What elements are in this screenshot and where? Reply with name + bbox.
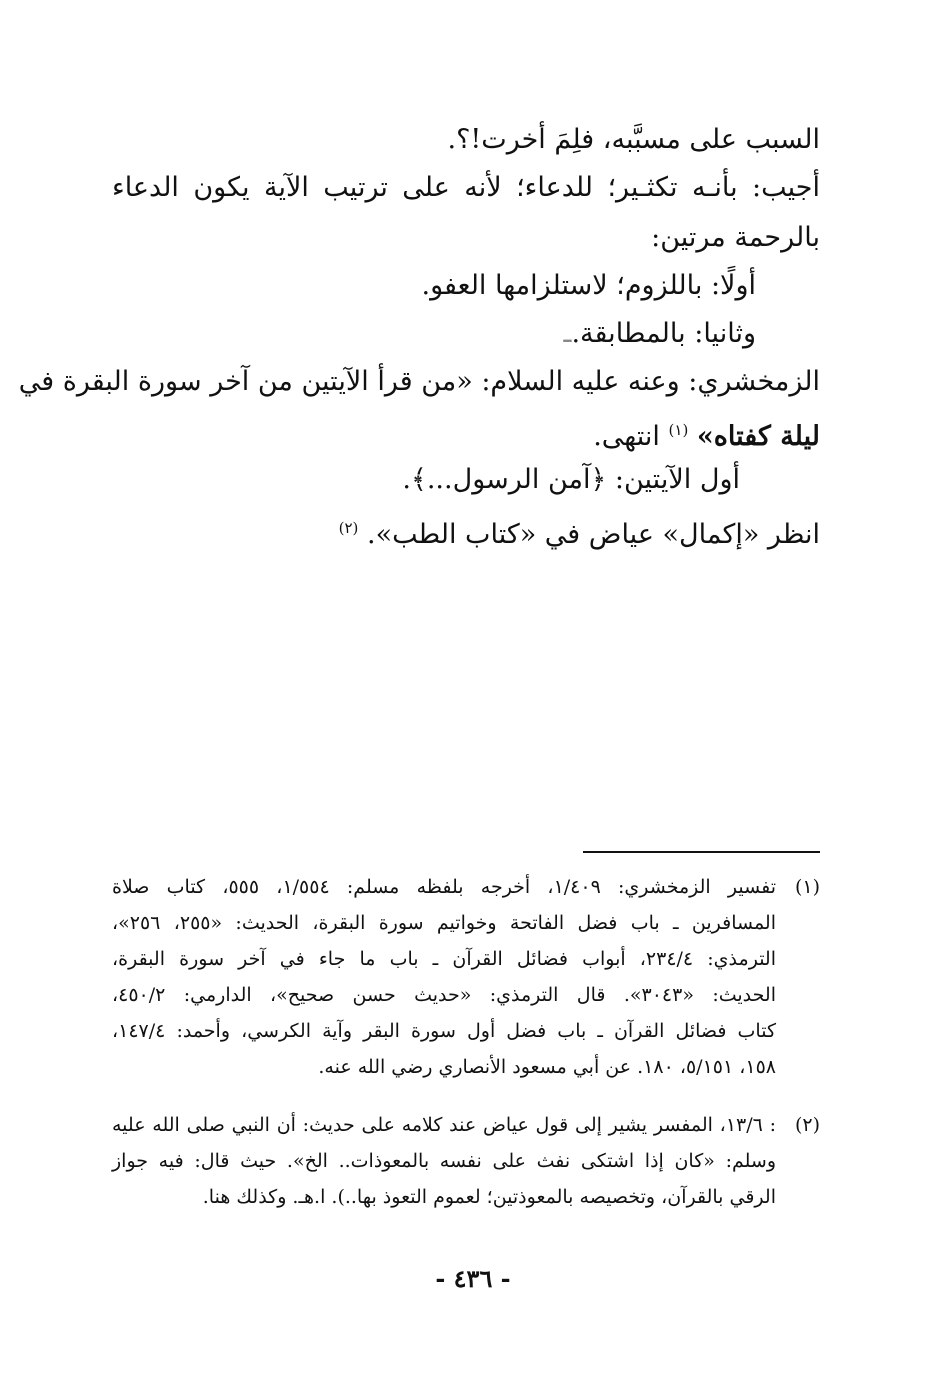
text-segment: انظر «إكمال» عياض في «كتاب الطب». <box>366 519 820 550</box>
text-segment: انتهى. <box>593 421 660 452</box>
footnote-line: ١٥٨، ٥/١٥١، ١٨٠. عن أبي مسعود الأنصاري رضي الله عنه. <box>318 1056 776 1078</box>
text-line <box>593 410 820 450</box>
footnote-line: الحديث: «٣٠٤٣». قال الترمذي: «حديث حسن صحيح»، الدارمي: ٤٥٠/٢، <box>112 984 776 1006</box>
text-line <box>564 314 756 354</box>
footnote-line: : ١٣/٦، المفسر يشير إلى قول عياض عند كلامه على حديث: أن النبي صلى الله عليه <box>112 1114 776 1136</box>
footnote-ref-1: (١) <box>668 421 689 439</box>
text-line: أول الآيتين: ﴿آمن الرسول...﴾. <box>402 464 740 495</box>
footnote-line: المسافرين ـ باب فضل الفاتحة وخواتيم سورة البقرة، الحديث: «٢٥٥، ٢٥٦»، <box>112 912 776 934</box>
footnote-line: تفسير الزمخشري: ١/٤٠٩، أخرجه بلفظه مسلم: ١/٥٥٤، ٥٥٥، كتاب صلاة <box>112 876 777 898</box>
dash-mark: ـ <box>563 318 572 349</box>
quote-end: ليلة كفتاه» <box>696 421 820 452</box>
footnote-line: كتاب فضائل القرآن ـ باب فضل أول سورة البقر وآية الكرسي، وأحمد: ١٤٧/٤، <box>112 1020 776 1042</box>
text-segment: وثانيا: بالمطابقة. <box>571 318 756 349</box>
footnote-number: (١) <box>794 876 820 898</box>
footnote-separator <box>583 851 820 853</box>
footnote-ref-2: (٢) <box>338 519 359 537</box>
text-line <box>339 508 820 548</box>
text-line: الزمخشري: وعنه عليه السلام: «من قرأ الآيتين من آخر سورة البقرة في <box>18 366 820 397</box>
page-number: - ٤٣٦ - <box>435 1264 511 1293</box>
footnote-line: وسلم: «كان إذا اشتكى نفث على نفسه بالمعوذات.. الخ». حيث قال: فيه جواز <box>112 1150 776 1172</box>
text-line: أجيب: بأنـه تكثـير؛ للدعاء؛ لأنه على ترتيب الآية يكون الدعاء <box>112 172 820 203</box>
footnote-line: الرقي بالقرآن، وتخصيصه بالمعوذتين؛ لعموم التعوذ بها..). ا.هـ. وكذلك هنا. <box>202 1186 776 1208</box>
footnote-line: الترمذي: ٢٣٤/٤، أبواب فضائل القرآن ـ باب ما جاء في آخر سورة البقرة، <box>112 948 776 970</box>
text-line: أولًا: باللزوم؛ لاستلزامها العفو. <box>421 270 756 301</box>
footnote-number: (٢) <box>794 1114 820 1136</box>
text-line: السبب على مسبَّبه، فلِمَ أخرت!؟. <box>447 124 820 155</box>
text-line: بالرحمة مرتين: <box>651 222 820 253</box>
